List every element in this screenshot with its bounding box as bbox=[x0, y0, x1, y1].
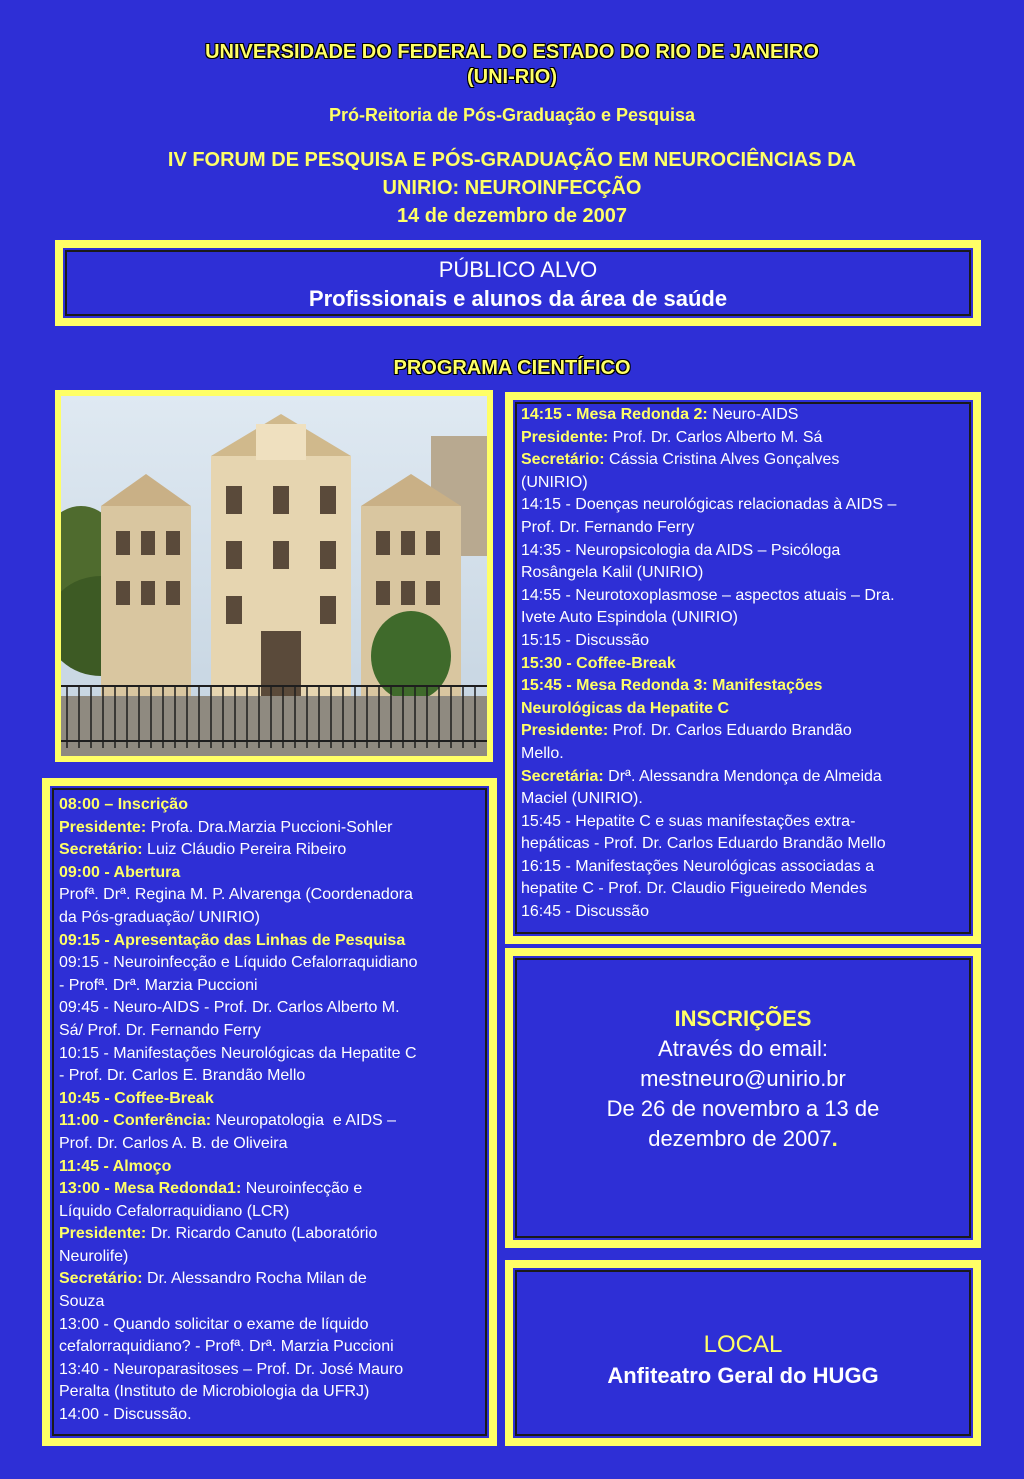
morning-program-line-label: Secretário: bbox=[59, 1270, 143, 1288]
afternoon-program-line-text: 14:55 - Neurotoxoplasmose – aspectos atuais – Dra. bbox=[521, 586, 895, 604]
afternoon-program-line-label: Neurológicas da Hepatite C bbox=[521, 699, 730, 717]
university-building-image bbox=[61, 396, 487, 756]
inscricoes-line-1: Através do email: bbox=[658, 1036, 828, 1061]
morning-program-line bbox=[59, 794, 484, 817]
afternoon-program-line-label: Secretária: bbox=[521, 767, 604, 785]
morning-program-line-label: 11:00 - Conferência: bbox=[59, 1112, 212, 1130]
morning-program-line-text: Sá/ Prof. Dr. Fernando Ferry bbox=[59, 1021, 261, 1039]
morning-program-line bbox=[59, 1291, 484, 1314]
afternoon-program-line-label: 14:15 - Mesa Redonda 2: bbox=[521, 406, 708, 423]
afternoon-program-line-text: Prof. Dr. Fernando Ferry bbox=[521, 518, 695, 536]
inscricoes-title: INSCRIÇÕES bbox=[674, 1006, 812, 1031]
morning-program-line-text: cefalorraquidiano? - Profª. Drª. Marzia Puccioni bbox=[59, 1338, 394, 1356]
morning-program-line bbox=[59, 930, 484, 953]
morning-program-line bbox=[59, 1223, 484, 1246]
morning-program-line bbox=[59, 952, 484, 975]
afternoon-program-line-label: 15:45 - Mesa Redonda 3: Manifestações bbox=[521, 677, 823, 695]
afternoon-program-line-text: 16:15 - Manifestações Neurológicas associadas a bbox=[521, 857, 875, 875]
afternoon-program-line-text: Prof. Dr. Carlos Alberto M. Sá bbox=[608, 428, 823, 446]
afternoon-program-line bbox=[521, 540, 971, 563]
morning-program-line-text: 14:00 - Discussão. bbox=[59, 1406, 192, 1424]
morning-program-line bbox=[59, 1156, 484, 1179]
afternoon-program-line bbox=[521, 788, 971, 811]
afternoon-program-line-text: 15:15 - Discussão bbox=[521, 631, 650, 649]
afternoon-program-line-text: Maciel (UNIRIO). bbox=[521, 790, 643, 808]
publico-alvo-subtitle: Profissionais e alunos da área de saúde bbox=[308, 286, 728, 311]
morning-program-line-label: 09:00 - Abertura bbox=[59, 863, 181, 881]
morning-program-line-text: 13:40 - Neuroparasitoses – Prof. Dr. José Mauro bbox=[59, 1360, 404, 1378]
morning-program-line-text: - Prof. Dr. Carlos E. Brandão Mello bbox=[59, 1067, 306, 1085]
morning-program-line-text: Prof. Dr. Carlos A. B. de Oliveira bbox=[59, 1134, 288, 1152]
morning-program-line-text: Dr. Ricardo Canuto (Laboratório bbox=[146, 1225, 378, 1243]
afternoon-program-line-text: 15:45 - Hepatite C e suas manifestações extra- bbox=[521, 812, 856, 830]
afternoon-program-line-text: hepáticas - Prof. Dr. Carlos Eduardo Brandão Mello bbox=[521, 835, 886, 853]
inscricoes-line-3: De 26 de novembro a 13 de bbox=[606, 1096, 880, 1121]
afternoon-program-line bbox=[521, 698, 971, 721]
morning-program-line bbox=[59, 1336, 484, 1359]
afternoon-program-line-text: hepatite C - Prof. Dr. Claudio Figueiredo Mendes bbox=[521, 880, 867, 898]
university-title bbox=[0, 40, 1024, 90]
morning-program-line bbox=[59, 1178, 484, 1201]
morning-program-line bbox=[59, 862, 484, 885]
morning-program-line-text: Dr. Alessandro Rocha Milan de bbox=[142, 1270, 367, 1288]
morning-program-line-text: Peralta (Instituto de Microbiologia da UFRJ) bbox=[59, 1383, 370, 1401]
morning-program-line-label: 08:00 – Inscrição bbox=[59, 796, 188, 813]
afternoon-program-line bbox=[521, 720, 971, 743]
morning-program-line-text: - Profª. Drª. Marzia Puccioni bbox=[59, 976, 258, 994]
morning-program-list bbox=[59, 794, 484, 1427]
afternoon-program-line-text: Ivete Auto Espindola (UNIRIO) bbox=[521, 609, 738, 627]
local-place: Anfiteatro Geral do HUGG bbox=[607, 1363, 879, 1388]
afternoon-program-line bbox=[521, 833, 971, 856]
afternoon-program-line bbox=[521, 811, 971, 834]
afternoon-program-line-label: Presidente: bbox=[521, 722, 609, 740]
inscricoes-box bbox=[505, 948, 981, 1248]
morning-program-line-text: Neuropatologia e AIDS – bbox=[211, 1112, 397, 1130]
forum-title bbox=[0, 146, 1024, 230]
local-box bbox=[505, 1260, 981, 1446]
afternoon-program-line-text: (UNIRIO) bbox=[521, 473, 588, 491]
morning-program-line-label: Presidente: bbox=[59, 1225, 147, 1243]
forum-line-1: IV FORUM DE PESQUISA E PÓS-GRADUAÇÃO EM NEUROCIÊNCIAS DA bbox=[167, 149, 857, 171]
morning-program-line bbox=[59, 1020, 484, 1043]
afternoon-program-line-text: Cássia Cristina Alves Gonçalves bbox=[604, 451, 840, 469]
afternoon-program-line bbox=[521, 901, 971, 924]
morning-program-line bbox=[59, 1088, 484, 1111]
morning-program-line bbox=[59, 1268, 484, 1291]
morning-program-line-text: da Pós-graduação/ UNIRIO) bbox=[59, 908, 260, 926]
morning-program-box bbox=[42, 778, 497, 1446]
local-title: LOCAL bbox=[703, 1331, 783, 1358]
publico-alvo-title: PÚBLICO ALVO bbox=[438, 257, 598, 282]
morning-program-line-text: 10:15 - Manifestações Neurológicas da Hepatite C bbox=[59, 1044, 417, 1062]
afternoon-program-line bbox=[521, 404, 971, 427]
morning-program-line-text: Neurolife) bbox=[59, 1247, 129, 1265]
morning-program-line-label: Secretário: bbox=[59, 841, 143, 859]
afternoon-program-box bbox=[505, 392, 981, 944]
afternoon-program-line bbox=[521, 856, 971, 879]
university-line-1: UNIVERSIDADE DO FEDERAL DO ESTADO DO RIO DE JANEIRO bbox=[205, 41, 819, 63]
morning-program-line-text: 09:15 - Neuroinfecção e Líquido Cefalorraquidiano bbox=[59, 954, 418, 972]
morning-program-line-label: 10:45 - Coffee-Break bbox=[59, 1089, 214, 1107]
afternoon-program-line-text: 14:15 - Doenças neurológicas relacionadas à AIDS – bbox=[521, 496, 897, 514]
afternoon-program-line-text: 14:35 - Neuropsicologia da AIDS – Psicóloga bbox=[521, 541, 841, 559]
morning-program-line-label: 09:15 - Apresentação das Linhas de Pesquisa bbox=[59, 931, 406, 949]
morning-program-line bbox=[59, 1404, 484, 1427]
afternoon-program-line bbox=[521, 653, 971, 676]
morning-program-line bbox=[59, 884, 484, 907]
morning-program-line bbox=[59, 1381, 484, 1404]
afternoon-program-line bbox=[521, 472, 971, 495]
afternoon-program-line bbox=[521, 743, 971, 766]
afternoon-program-line bbox=[521, 607, 971, 630]
morning-program-line-label: 13:00 - Mesa Redonda1: bbox=[59, 1180, 242, 1198]
morning-program-line bbox=[59, 1043, 484, 1066]
afternoon-program-list bbox=[521, 404, 971, 924]
morning-program-line-text: Neuroinfecção e bbox=[241, 1180, 363, 1198]
morning-program-line bbox=[59, 997, 484, 1020]
university-line-2: (UNI-RIO) bbox=[467, 66, 557, 88]
afternoon-program-line-label: 15:30 - Coffee-Break bbox=[521, 654, 676, 672]
afternoon-program-line bbox=[521, 675, 971, 698]
afternoon-program-line-label: Secretário: bbox=[521, 451, 605, 469]
afternoon-program-line-text: Mello. bbox=[521, 744, 564, 762]
afternoon-program-line bbox=[521, 562, 971, 585]
morning-program-line bbox=[59, 1065, 484, 1088]
morning-program-line-text: 09:45 - Neuro-AIDS - Prof. Dr. Carlos Alberto M. bbox=[59, 999, 400, 1017]
afternoon-program-line-label: Presidente: bbox=[521, 428, 609, 446]
forum-line-2: UNIRIO: NEUROINFECÇÃO bbox=[382, 177, 642, 199]
publico-alvo-box bbox=[55, 240, 981, 326]
inscricoes-line-4: dezembro de 2007 bbox=[648, 1126, 832, 1151]
morning-program-line bbox=[59, 975, 484, 998]
event-date: 14 de dezembro de 2007 bbox=[396, 205, 628, 227]
morning-program-line bbox=[59, 1359, 484, 1382]
morning-program-line bbox=[59, 907, 484, 930]
afternoon-program-line bbox=[521, 585, 971, 608]
morning-program-line bbox=[59, 1201, 484, 1224]
afternoon-program-line-text: Prof. Dr. Carlos Eduardo Brandão bbox=[608, 722, 852, 740]
afternoon-program-line-text: 16:45 - Discussão bbox=[521, 903, 650, 921]
afternoon-program-line bbox=[521, 427, 971, 450]
morning-program-line-text: Líquido Cefalorraquidiano (LCR) bbox=[59, 1202, 290, 1220]
morning-program-line bbox=[59, 1110, 484, 1133]
afternoon-program-line bbox=[521, 449, 971, 472]
morning-program-line-text: Souza bbox=[59, 1293, 105, 1311]
morning-program-line bbox=[59, 1133, 484, 1156]
morning-program-line-text: Profª. Drª. Regina M. P. Alvarenga (Coordenadora bbox=[59, 886, 413, 904]
afternoon-program-line bbox=[521, 878, 971, 901]
morning-program-line-text: Luiz Cláudio Pereira Ribeiro bbox=[142, 841, 347, 859]
afternoon-program-line-text: Neuro-AIDS bbox=[707, 406, 799, 423]
afternoon-program-line-text: Rosângela Kalil (UNIRIO) bbox=[521, 564, 704, 582]
afternoon-program-line bbox=[521, 517, 971, 540]
inscricoes-email[interactable]: mestneuro@unirio.br bbox=[640, 1066, 846, 1091]
morning-program-line bbox=[59, 817, 484, 840]
afternoon-program-line-text: Drª. Alessandra Mendonça de Almeida bbox=[603, 767, 882, 785]
programa-title: PROGRAMA CIENTÍFICO bbox=[393, 357, 631, 379]
morning-program-line bbox=[59, 1314, 484, 1337]
afternoon-program-line bbox=[521, 494, 971, 517]
afternoon-program-line bbox=[521, 766, 971, 789]
morning-program-line-label: 11:45 - Almoço bbox=[59, 1157, 172, 1175]
department-title: Pró-Reitoria de Pós-Graduação e Pesquisa bbox=[328, 105, 696, 125]
morning-program-line-label: Presidente: bbox=[59, 818, 147, 836]
morning-program-line-text: 13:00 - Quando solicitar o exame de líquido bbox=[59, 1315, 369, 1333]
building-photo bbox=[55, 390, 493, 762]
morning-program-line bbox=[59, 839, 484, 862]
afternoon-program-line bbox=[521, 630, 971, 653]
inscricoes-dot: . bbox=[831, 1126, 838, 1151]
morning-program-line bbox=[59, 1246, 484, 1269]
morning-program-line-text: Profa. Dra.Marzia Puccioni-Sohler bbox=[146, 818, 393, 836]
